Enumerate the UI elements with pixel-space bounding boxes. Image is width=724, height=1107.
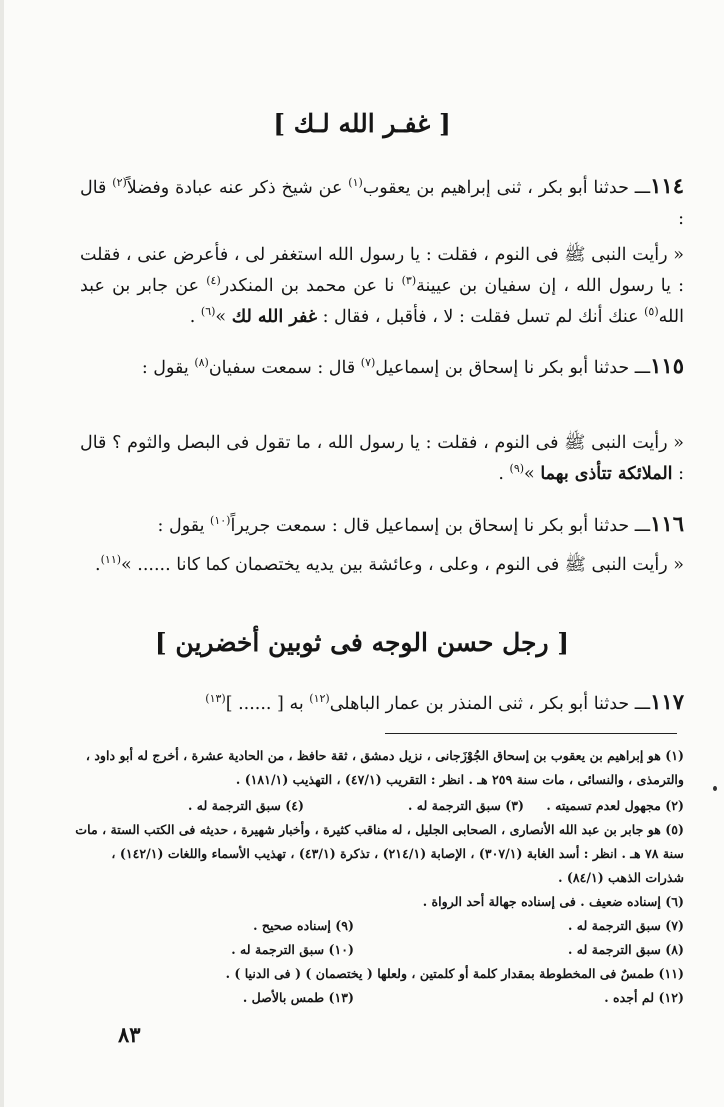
footnote-row-7-9 xyxy=(70,914,684,938)
hadith-text: قال : xyxy=(80,178,684,229)
footnote-2: (٢) مجهول لعدم تسميته . xyxy=(546,798,684,813)
page-edge xyxy=(0,0,4,1107)
footnote-ref: (١١) xyxy=(100,553,122,567)
margin-mark xyxy=(713,786,717,791)
footnote-12: (١٢) لم أجده . xyxy=(604,990,684,1005)
footnote-8: (٨) سبق الترجمة له . xyxy=(568,942,684,957)
hadith-text: ـــ حدثنا أبو بكر نا إسحاق بن إسماعيل xyxy=(375,358,651,378)
hadith-115-intro xyxy=(80,350,684,384)
footnote-ref: (٩) xyxy=(509,462,525,476)
hadith-text: يقول : xyxy=(141,358,195,378)
hadith-saying: غفر الله لك xyxy=(231,307,317,327)
footnote-ref: (٣) xyxy=(401,274,417,288)
footnote-ref: (١) xyxy=(348,176,363,190)
hadith-text: به [ ...... ] xyxy=(225,694,310,714)
footnote-5: (٥) هو جابر بن عبد الله الأنصارى ، الصحابى الجليل ، له مناقب كثيرة ، وأخبار شهيرة ، حديثه فى الكتب الستة ، مات سنة ٧٨ هـ . انظر : أسد الغابة (٣٠٧/١) ، الإصابة (٢١٤/١) ، تذكرة (٤٣/١) ، تهذيب الأسماء واللغات (١٤٢/١) ، شذرات الذهب (٨٤/١) . xyxy=(75,822,684,885)
hadith-saying: الملائكة تتأذى بهما xyxy=(540,464,673,484)
hadith-number: ١١٦ xyxy=(650,511,684,536)
footnote-ref: (٥) xyxy=(644,305,659,319)
footnote-1: (١) هو إبراهيم بن يعقوب بن إسحاق الجُوْزَجانى ، نزيل دمشق ، ثقة حافظ ، من الحادية عشرة ، أخرج له أبو داود ، والترمذى ، والنسائى ، مات سنة ٢٥٩ هـ . انظر : التقريب (٤٧/١) ، التهذيب (١٨١/١) . xyxy=(85,748,684,787)
section-heading-man-in-green: [ رجل حسن الوجه فى ثوبين أخضرين ] xyxy=(154,628,570,657)
footnote-divider xyxy=(385,733,677,734)
footnote-row-11 xyxy=(70,962,684,986)
hadith-text: عن جابر بن عبد الله xyxy=(80,276,684,327)
footnote-4: (٤) سبق الترجمة له . xyxy=(188,798,304,813)
footnote-row-6 xyxy=(70,890,684,914)
footnote-row-2-4 xyxy=(70,794,684,818)
footnote-11: (١١) طمسٌ فى المخطوطة بمقدار كلمة أو كلمتين ، ولعلها ( يختصمان ) ( فى الدنيا ) . xyxy=(225,966,684,981)
footnote-ref: (١٢) xyxy=(309,692,330,706)
section-heading-forgiveness: [ غفـر الله لـك ] xyxy=(273,109,451,138)
footnote-ref: (٢) xyxy=(112,176,127,190)
hadith-text: ـــ حدثنا أبو بكر ، ثنى إبراهيم بن يعقوب xyxy=(362,178,651,198)
hadith-115-body xyxy=(80,428,684,490)
footnote-ref: (١٠) xyxy=(210,514,231,528)
hadith-text: « رأيت النبى ﷺ فى النوم ، وعلى ، وعائشة بين يديه يختصمان كما كانا ...... » xyxy=(121,555,684,575)
hadith-text: . xyxy=(95,555,101,575)
footnote-6: (٦) إسناده ضعيف . فى إسناده جهالة أحد الرواة . xyxy=(422,894,684,909)
hadith-number: ١١٧ xyxy=(650,689,684,714)
footnote-ref: (١٣) xyxy=(205,692,226,706)
hadith-text: . xyxy=(498,464,510,484)
page-number: ٨٣ xyxy=(118,1022,141,1047)
footnote-ref: (٤) xyxy=(206,274,221,288)
hadith-116-body xyxy=(80,550,684,581)
footnote-ref: (٧) xyxy=(360,356,376,370)
hadith-114-body xyxy=(80,240,684,333)
hadith-number: ١١٥ xyxy=(650,353,684,378)
hadith-text: . xyxy=(189,307,201,327)
hadith-text: » xyxy=(524,464,541,484)
hadith-text: ـــ حدثنا أبو بكر نا إسحاق بن إسماعيل قال : سمعت جريراً xyxy=(230,516,651,536)
hadith-116-intro xyxy=(80,508,684,542)
footnote-10: (١٠) سبق الترجمة له . xyxy=(231,942,354,957)
hadith-text: ـــ حدثنا أبو بكر ، ثنى المنذر بن عمار الباهلى xyxy=(329,694,651,714)
footnote-ref: (٦) xyxy=(200,305,216,319)
hadith-text: « رأيت النبى ﷺ فى النوم ، فقلت : يا رسول الله استغفر لى ، فأعرض عنى ، فقلت : يا رسول الله ، إن سفيان بن عيينة xyxy=(80,245,685,296)
hadith-text: « رأيت النبى ﷺ فى النوم ، فقلت : يا رسول الله ، ما تقول فى البصل والثوم ؟ قال : xyxy=(80,433,684,484)
footnote-ref: (٨) xyxy=(194,356,209,370)
hadith-text: عن شيخ ذكر عنه عبادة وفضلاً xyxy=(126,178,349,198)
hadith-114-intro xyxy=(80,170,684,235)
footnote-3: (٣) سبق الترجمة له . xyxy=(408,798,524,813)
hadith-text: يقول : xyxy=(157,516,211,536)
hadith-text: عنك أنك لم تسل فقلت : لا ، فأقبل ، فقال : xyxy=(317,307,645,327)
hadith-text: قال : سمعت سفيان xyxy=(208,358,361,378)
footnote-row-8-10 xyxy=(70,938,684,962)
footnote-7: (٧) سبق الترجمة له . xyxy=(568,918,684,933)
hadith-117 xyxy=(80,686,684,720)
footnote-13: (١٣) طمس بالأصل . xyxy=(242,990,354,1005)
hadith-number: ١١٤ xyxy=(650,173,684,198)
footnote-row-12-13 xyxy=(70,986,684,1010)
hadith-text: نا عن محمد بن المنكدر xyxy=(220,276,402,296)
footnote-9: (٩) إسناده صحيح . xyxy=(253,918,354,933)
hadith-text: » xyxy=(215,307,232,327)
